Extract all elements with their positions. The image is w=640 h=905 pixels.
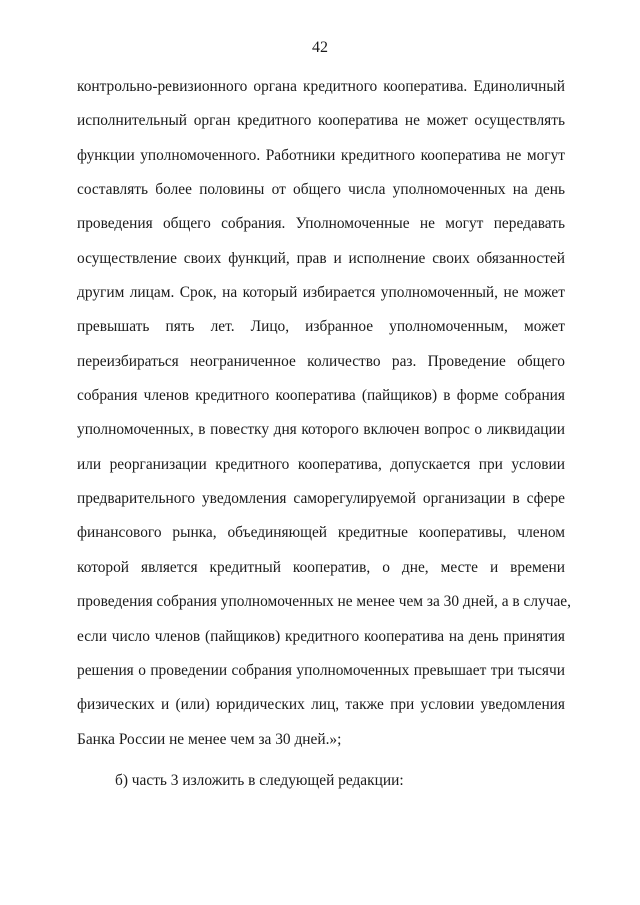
text-line-last: Банка России не менее чем за 30 дней.»; <box>77 730 342 748</box>
text-line: предварительного уведомления саморегулируемой организации в сфере <box>77 490 565 508</box>
text-line: которой является кредитный кооператив, о дне, месте и времени <box>77 558 565 576</box>
text-line: другим лицам. Срок, на который избирается уполномоченный, не может <box>77 284 565 302</box>
paragraph-amendment: б) часть 3 изложить в следующей редакции: <box>115 772 404 789</box>
text-line: уполномоченных, в повестку дня которого включен вопрос о ликвидации <box>77 421 565 439</box>
text-line: решения о проведении собрания уполномоченных превышает три тысячи <box>77 661 565 679</box>
text-line: исполнительный орган кредитного кооператива не может осуществлять <box>77 112 565 130</box>
page-number: 42 <box>312 39 328 56</box>
text-line: если число членов (пайщиков) кредитного кооператива на день принятия <box>77 627 565 645</box>
text-line: или реорганизации кредитного кооператива, допускается при условии <box>77 455 565 473</box>
text-line: функции уполномоченного. Работники кредитного кооператива не могут <box>77 146 565 164</box>
text-line: переизбираться неограниченное количество раз. Проведение общего <box>77 352 565 370</box>
text-line: собрания членов кредитного кооператива (пайщиков) в форме собрания <box>77 387 565 405</box>
text-line: финансового рынка, объединяющей кредитные кооперативы, членом <box>77 524 565 542</box>
text-line: проведения общего собрания. Уполномоченные не могут передавать <box>77 215 565 233</box>
paragraph-main <box>77 70 571 757</box>
text-line: составлять более половины от общего числа уполномоченных на день <box>77 181 565 199</box>
text-line: превышать пять лет. Лицо, избранное уполномоченным, может <box>77 318 565 336</box>
text-line: физических и (или) юридических лиц, также при условии уведомления <box>77 696 565 714</box>
text-line: осуществление своих функций, прав и исполнение своих обязанностей <box>77 249 565 267</box>
text-line: контрольно-ревизионного органа кредитного кооператива. Единоличный <box>77 78 565 95</box>
text-line: проведения собрания уполномоченных не менее чем за 30 дней, а в случае, <box>77 593 571 611</box>
